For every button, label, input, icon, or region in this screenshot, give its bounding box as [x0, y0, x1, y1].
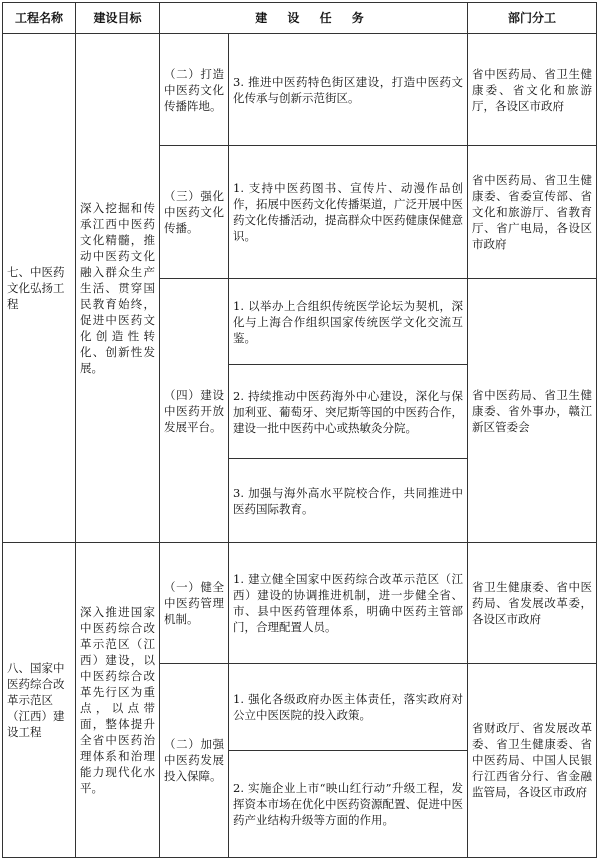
dept-cell: 省中医药局、省卫生健康委、省外事办，赣江新区管委会 — [468, 279, 597, 543]
subtask-title-cell: （二）加强中医药发展投入保障。 — [160, 663, 229, 857]
task-table — [2, 2, 597, 858]
subtask-title-cell: （四）建设中医药开放发展平台。 — [160, 279, 229, 543]
goal-cell: 深入挖掘和传承江西中医药文化精髓，推动中医药文化融入群众生产生活、贯穿国民教育始终，促进中医药文化创造性转化、创新性发展。 — [76, 34, 160, 543]
task-item-cell: 1. 支持中医药图书、宣传片、动漫作品创作，拓展中医药文化传播渠道，广泛开展中医药文化传播活动，提高群众中医药健康保健意识。 — [229, 146, 468, 279]
task-item-cell: 2. 持续推动中医药海外中心建设，深化与保加利亚、葡萄牙、突尼斯等国的中医药合作，建设一批中医药中心或热敏灸分院。 — [229, 365, 468, 459]
task-item-cell: 1. 建立健全国家中医药综合改革示范区（江西）建设的协调推进机制，进一步健全省、市、县中医药管理体系，明确中医药主管部门，合理配置人员。 — [229, 543, 468, 664]
task-item-cell: 3. 推进中医药特色街区建设，打造中医药文化传承与创新示范街区。 — [229, 34, 468, 146]
dept-cell: 省财政厅、省发展改革委、省卫生健康委、省中医药局、中国人民银行江西省分行、省金融监管局，各设区市政府 — [468, 663, 597, 857]
task-item-cell: 2. 实施企业上市“映山红行动”升级工程，发挥资本市场在优化中医药资源配置、促进中医药产业结构升级等方面的作用。 — [229, 750, 468, 857]
header-task: 建 设 任 务 — [160, 3, 468, 34]
header-project-name: 工程名称 — [3, 3, 76, 34]
subtask-title-cell: （三）强化中医药文化传播。 — [160, 146, 229, 279]
task-item-cell: 1. 以举办上合组织传统医学论坛为契机，深化与上海合作组织国家传统医学文化交流互鉴。 — [229, 279, 468, 365]
dept-cell: 省中医药局、省卫生健康委、省文化和旅游厅，各设区市政府 — [468, 34, 597, 146]
project-name-cell: 七、中医药文化弘扬工程 — [3, 34, 76, 543]
header-goal: 建设目标 — [76, 3, 160, 34]
dept-cell: 省中医药局、省卫生健康委、省委宣传部、省文化和旅游厅、省教育厅、省广电局，各设区市政府 — [468, 146, 597, 279]
table-row — [3, 34, 597, 146]
project-name-cell: 八、国家中医药综合改革示范区（江西）建设工程 — [3, 543, 76, 858]
task-item-cell: 3. 加强与海外高水平院校合作，共同推进中医药国际教育。 — [229, 459, 468, 543]
goal-cell: 深入推进国家中医药综合改革示范区（江西）建设，以中医药综合改革先行区为重点，以点带面，整体提升全省中医药治理体系和治理能力现代化水平。 — [76, 543, 160, 858]
table-row — [3, 543, 597, 664]
dept-cell: 省卫生健康委、省中医药局、省发展改革委，各设区市政府 — [468, 543, 597, 664]
header-dept: 部门分工 — [468, 3, 597, 34]
subtask-title-cell: （一）健全中医药管理机制。 — [160, 543, 229, 664]
task-item-cell: 1. 强化各级政府办医主体责任，落实政府对公立中医医院的投入政策。 — [229, 663, 468, 750]
header-row — [3, 3, 597, 34]
subtask-title-cell: （二）打造中医药文化传播阵地。 — [160, 34, 229, 146]
